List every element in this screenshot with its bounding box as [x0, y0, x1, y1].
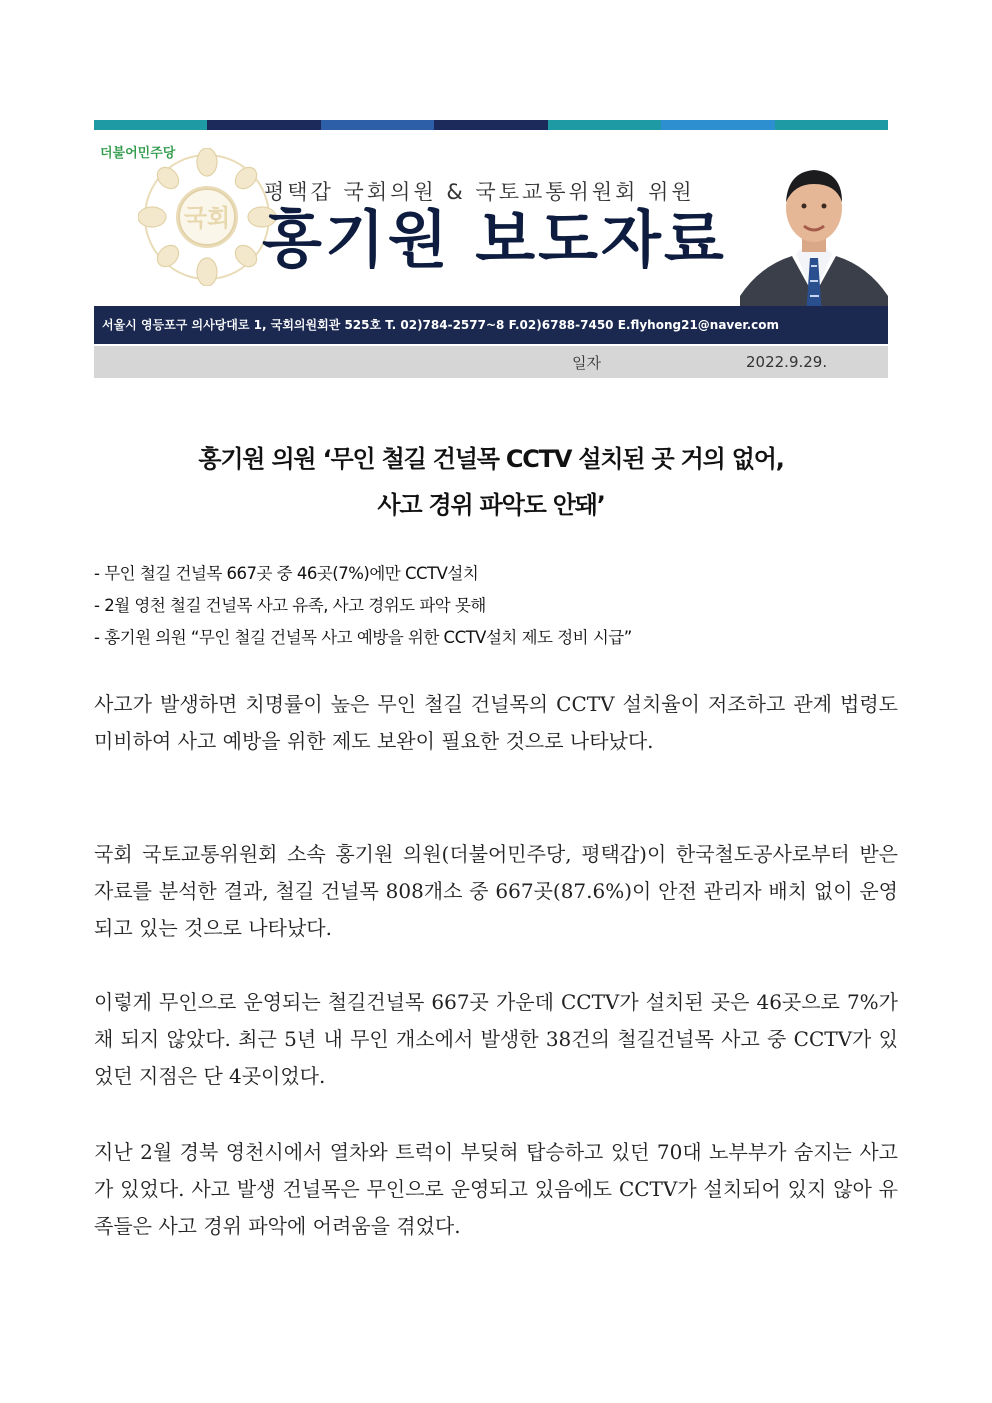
summary-item: - 홍기원 의원 “무인 철길 건널목 사고 예방을 위한 CCTV설치 제도 정비 시급”: [94, 628, 632, 647]
date-bar: [94, 346, 888, 378]
date-label: 일자: [572, 354, 601, 372]
article-headline: [94, 436, 888, 528]
press-release-header: [94, 120, 888, 378]
national-assembly-seal-icon: [138, 148, 276, 286]
contact-info-bar: 서울시 영등포구 의사당대로 1, 국회의원회관 525호 T. 02)784-2577~8 F.02)6788-7450 E.flyhong21@naver.com: [94, 306, 888, 344]
body-paragraph: 지난 2월 경북 영천시에서 열차와 트럭이 부딪혀 탑승하고 있던 70대 노부부가 숨지는 사고가 있었다. 사고 발생 건널목은 무인으로 운영되고 있음에도 CCTV가 설치되어 있지 않아 유족들은 사고 경위 파악에 어려움을 겪었다.: [94, 1140, 898, 1238]
strip-segment: [548, 120, 661, 130]
page-title: 홍기원 보도자료: [262, 203, 727, 276]
strip-segment: [321, 120, 434, 130]
strip-segment: [775, 120, 888, 130]
strip-segment: [661, 120, 774, 130]
party-name: 더불어민주당: [100, 146, 176, 161]
body-paragraph: 이렇게 무인으로 운영되는 철길건널목 667곳 가운데 CCTV가 설치된 곳은 46곳으로 7%가 채 되지 않았다. 최근 5년 내 무인 개소에서 발생한 38건의 철길건널목 사고 중 CCTV가 있었던 지점은 단 4곳이었다.: [94, 990, 898, 1088]
strip-segment: [207, 120, 320, 130]
body-paragraph: 사고가 발생하면 치명률이 높은 무인 철길 건널목의 CCTV 설치율이 저조하고 관계 법령도 미비하여 사고 예방을 위한 제도 보완이 필요한 것으로 나타났다.: [94, 692, 898, 753]
summary-item: - 무인 철길 건널목 667곳 중 46곳(7%)에만 CCTV설치: [94, 564, 479, 583]
summary-list: [94, 558, 888, 654]
date-value: 2022.9.29.: [746, 353, 828, 371]
summary-item: - 2월 영천 철길 건널목 사고 유족, 사고 경위도 파악 못해: [94, 596, 486, 615]
color-strip: [94, 120, 888, 130]
header-subtitle: 평택갑 국회의원 & 국토교통위원회 위원: [264, 180, 695, 204]
headline-line: 사고 경위 파악도 안돼’: [377, 491, 605, 519]
strip-segment: [434, 120, 547, 130]
strip-segment: [94, 120, 207, 130]
body-paragraph: 국회 국토교통위원회 소속 홍기원 의원(더불어민주당, 평택갑)이 한국철도공사로부터 받은 자료를 분석한 결과, 철길 건널목 808개소 중 667곳(87.6%)이 안전 관리자 배치 없이 운영되고 있는 것으로 나타났다.: [94, 842, 898, 940]
seal-text: 국회: [183, 204, 231, 232]
headline-line: 홍기원 의원 ‘무인 철길 건널목 CCTV 설치된 곳 거의 없어,: [198, 445, 784, 473]
